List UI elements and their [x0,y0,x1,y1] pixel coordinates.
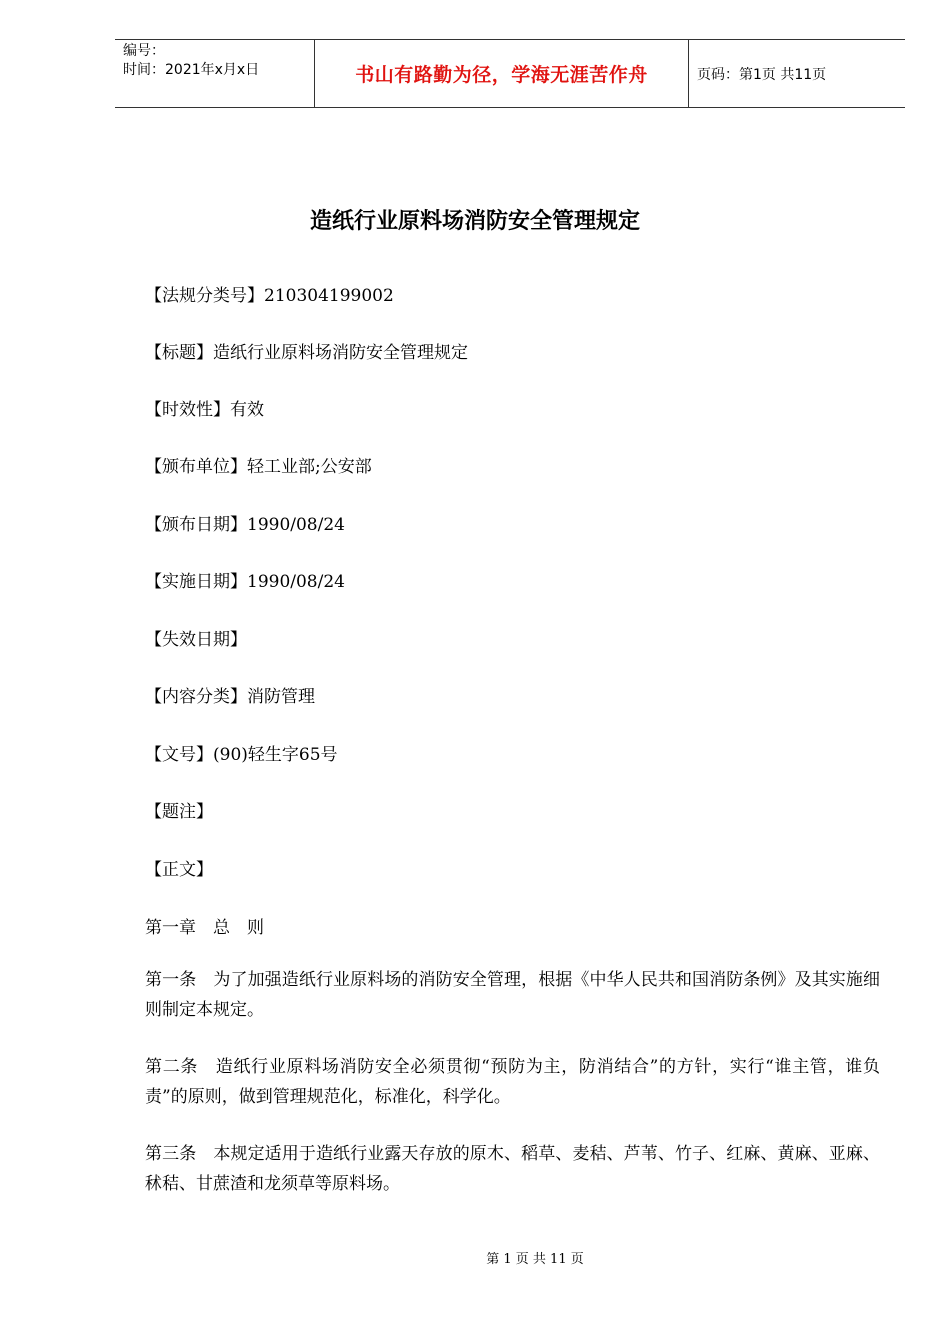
meta-title: 【标题】造纸行业原料场消防安全管理规定 [145,343,468,363]
meta-body-label: 【正文】 [145,860,213,880]
header-motto: 书山有路勤为径，学海无涯苦作舟 [355,64,648,86]
meta-classification-number: 【法规分类号】210304199002 [145,286,394,306]
article-paragraph: 第一条 为了加强造纸行业原料场的消防安全管理，根据《中华人民共和国消防条例》及其实施细则制定本规定。 [145,970,880,1020]
page-footer: 第 1 页 共 11 页 [486,1252,584,1267]
document-date-label: 时间：2021年x月x日 [123,62,260,78]
document-number-label: 编号： [123,43,165,59]
document-title: 造纸行业原料场消防安全管理规定 [309,209,640,234]
header-motto-cell [315,40,689,107]
meta-issuing-unit: 【颁布单位】轻工业部;公安部 [145,457,372,477]
meta-annotation: 【题注】 [145,802,213,822]
header-page-info: 页码：第1页 共11页 [697,66,827,83]
page-header-table [115,39,905,108]
meta-validity: 【时效性】有效 [145,400,264,420]
meta-issue-date: 【颁布日期】1990/08/24 [145,515,345,535]
chapter-heading: 第一章 总 则 [145,918,264,938]
meta-expiry-date: 【失效日期】 [145,630,247,650]
meta-content-category: 【内容分类】消防管理 [145,687,315,707]
meta-effective-date: 【实施日期】1990/08/24 [145,572,345,592]
header-page-cell [689,40,905,107]
header-info-cell [115,40,315,107]
article-paragraph: 第三条 本规定适用于造纸行业露天存放的原木、稻草、麦秸、芦苇、竹子、红麻、黄麻、亚麻、秫秸、甘蔗渣和龙须草等原料场。 [145,1144,880,1194]
meta-document-number: 【文号】(90)轻生字65号 [145,745,338,765]
article-paragraph: 第二条 造纸行业原料场消防安全必须贯彻“预防为主，防消结合”的方针，实行“谁主管，谁负责”的原则，做到管理规范化，标准化，科学化。 [145,1057,880,1107]
